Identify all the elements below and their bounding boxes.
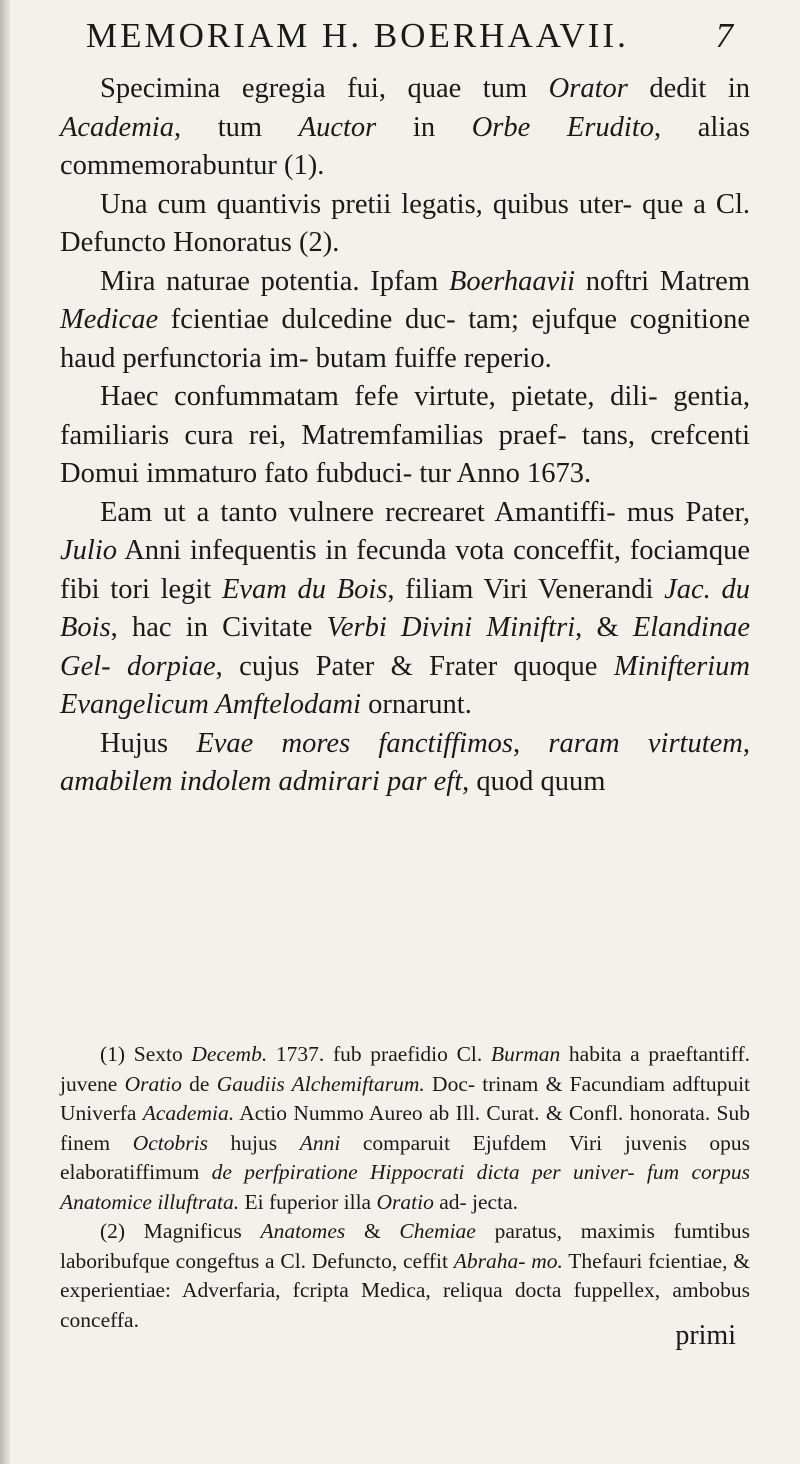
binding-edge — [0, 0, 10, 1464]
paragraph: Una cum quantivis pretii legatis, quibus uter- que a Cl. Defuncto Honoratus (2). — [60, 188, 750, 258]
paragraph: Eam ut a tanto vulnere recrearet Amantiffi- mus Pater, Julio Anni infequentis in fecunda vota conceffit, fociamque fibi tori legit Evam du Bois, filiam Viri Venerandi Jac. du Bois, hac in Civitate Verbi Divini Miniftri, & Elandinae Gel- dorpiae, cujus Pater & Frater quoque Minifterium Evangelicum Amftelodami ornarunt. — [60, 496, 751, 720]
paragraph: Hujus Evae mores fanctiffimos, raram virtutem, amabilem indolem admirari par eft, quod quum — [60, 727, 750, 797]
catchword: primi — [675, 1320, 736, 1351]
paragraph: Haec confummatam fefe virtute, pietate, dili- gentia, familiaris cura rei, Matremfamilias praef- tans, crefcenti Domui immaturo fato fubduci- tur Anno 1673. — [60, 381, 750, 489]
paragraph: Specimina egregia fui, quae tum Orator dedit in Academia, tum Auctor in Orbe Erudito, alias commemorabuntur (1). — [60, 73, 751, 181]
main-text — [60, 70, 750, 802]
paragraph: Mira naturae potentia. Ipfam Boerhaavii noftri Matrem Medicae fcientiae dulcedine duc- tam; ejufque cognitione haud perfunctoria im- butam fuiffe reperio. — [60, 265, 750, 374]
footnotes — [60, 1040, 750, 1335]
footnote: (2) Magnificus Anatomes & Chemiae paratus, maximis fumtibus laboribufque congeftus a Cl. Defuncto, ceffit Abraha- mo. Thefauri fcientiae, & experientiae: Adverfaria, fcripta Medica, reliqua docta fuppellex, ambobus conceffa. — [60, 1219, 750, 1332]
footnote: (1) Sexto Decemb. 1737. fub praefidio Cl. Burman habita a praeftantiff. juvene Oratio de Gaudiis Alchemiftarum. Doc- trinam & Facundiam adftupuit Univerfa Academia. Actio Nummo Aureo ab Ill. Curat. & Confl. honorata. Sub finem Octobris hujus Anni comparuit Ejufdem Viri juvenis opus elaboratiffimum de perfpiratione Hippocrati dicta per univer- fum corpus Anatomice illuftrata. Ei fuperior illa Oratio ad- jecta. — [60, 1042, 751, 1214]
running-title: MEMORIAM H. BOERHAAVII. — [86, 16, 629, 55]
running-header — [86, 16, 736, 60]
page-number: 7 — [715, 16, 736, 55]
